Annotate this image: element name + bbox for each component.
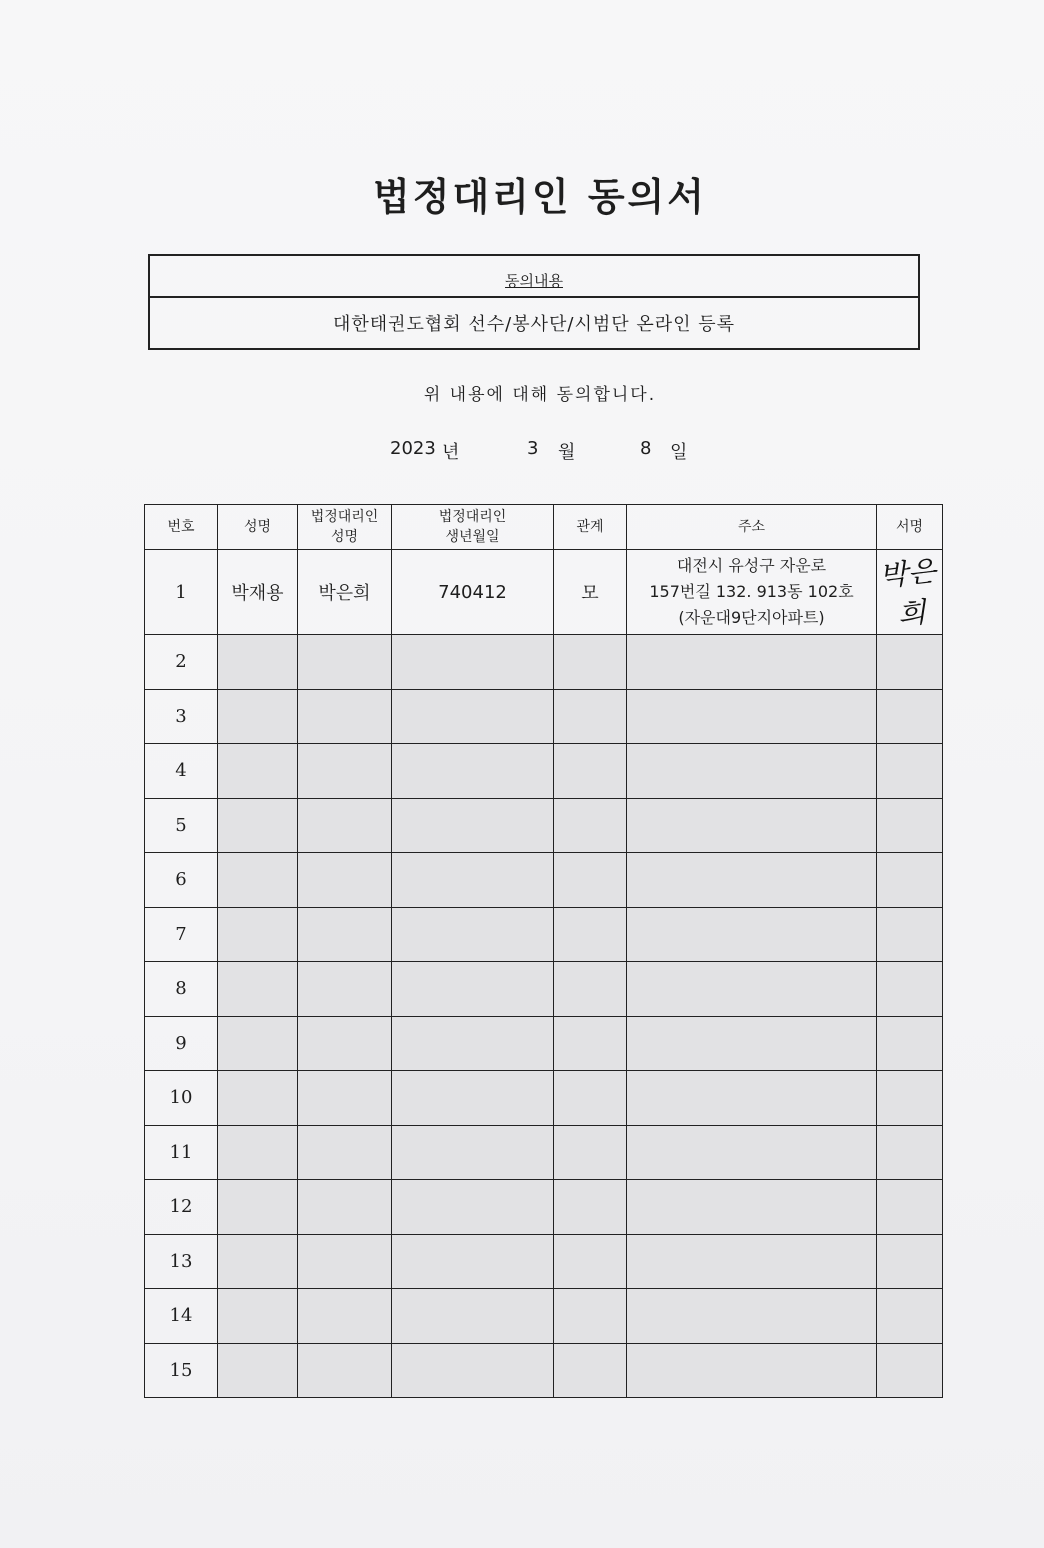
row-number: 5	[145, 798, 218, 853]
row-number: 7	[145, 907, 218, 962]
consent-heading-label: 동의내용	[505, 272, 563, 290]
guardian-birthdate: 740412	[392, 550, 554, 635]
participant-name	[218, 1125, 298, 1180]
table-row	[145, 635, 943, 690]
table-row	[145, 1016, 943, 1071]
signature-cell	[877, 1071, 943, 1126]
guardian-name	[298, 907, 392, 962]
date-year: 2023	[390, 438, 436, 459]
header-guardian-name: 법정대리인 성명	[298, 505, 392, 550]
header-name: 성명	[218, 505, 298, 550]
header-guardian-birth: 법정대리인 생년월일	[392, 505, 554, 550]
guardian-birthdate	[392, 1071, 554, 1126]
address	[627, 550, 877, 635]
guardian-birthdate	[392, 635, 554, 690]
row-number: 3	[145, 689, 218, 744]
signature-cell	[877, 550, 943, 635]
address	[627, 1125, 877, 1180]
table-row	[145, 962, 943, 1017]
participant-name	[218, 1343, 298, 1398]
participant-name: 박재용	[218, 550, 298, 635]
address-line: (자운대9단지아파트)	[678, 608, 825, 627]
signature-cell	[877, 853, 943, 908]
relation	[554, 1180, 627, 1235]
participant-name	[218, 1289, 298, 1344]
address-line: 대전시 유성구 자운로	[676, 556, 827, 575]
guardian-name	[298, 1071, 392, 1126]
guardian-birthdate	[392, 1125, 554, 1180]
guardian-name	[298, 689, 392, 744]
guardian-birthdate	[392, 1289, 554, 1344]
relation	[554, 1234, 627, 1289]
address	[627, 907, 877, 962]
table-row	[145, 798, 943, 853]
row-number: 10	[145, 1071, 218, 1126]
signature-cell	[877, 1016, 943, 1071]
guardian-registration-table	[144, 504, 943, 1398]
table-row	[145, 1125, 943, 1180]
table-header-row	[145, 505, 943, 550]
participant-name	[218, 1180, 298, 1235]
participant-name	[218, 689, 298, 744]
signature-cell	[877, 798, 943, 853]
header-relation: 관계	[554, 505, 627, 550]
guardian-birthdate	[392, 1234, 554, 1289]
table-row	[145, 1343, 943, 1398]
relation	[554, 798, 627, 853]
table-row	[145, 744, 943, 799]
row-number: 6	[145, 853, 218, 908]
participant-name	[218, 1071, 298, 1126]
row-number: 9	[145, 1016, 218, 1071]
signature-cell	[877, 1125, 943, 1180]
handwritten-signature: 박은희	[877, 554, 938, 632]
guardian-name	[298, 1289, 392, 1344]
row-number: 1	[145, 550, 218, 635]
header-address: 주소	[627, 505, 877, 550]
relation	[554, 635, 627, 690]
participant-name	[218, 853, 298, 908]
consent-content-text: 대한태권도협회 선수/봉사단/시범단 온라인 등록	[332, 314, 736, 335]
consent-content-box	[148, 254, 920, 350]
row-number: 4	[145, 744, 218, 799]
relation	[554, 1016, 627, 1071]
row-number: 15	[145, 1343, 218, 1398]
signature-cell	[877, 1234, 943, 1289]
signature-cell	[877, 1289, 943, 1344]
row-number: 8	[145, 962, 218, 1017]
address	[627, 1180, 877, 1235]
consent-heading	[150, 266, 918, 298]
relation	[554, 744, 627, 799]
relation	[554, 689, 627, 744]
address	[627, 962, 877, 1017]
guardian-birthdate	[392, 1016, 554, 1071]
signature-cell	[877, 744, 943, 799]
participant-name	[218, 1234, 298, 1289]
guardian-birthdate	[392, 853, 554, 908]
guardian-name	[298, 798, 392, 853]
table-row	[145, 689, 943, 744]
table-row	[145, 907, 943, 962]
relation	[554, 853, 627, 908]
relation	[554, 962, 627, 1017]
address	[627, 744, 877, 799]
guardian-name	[298, 1180, 392, 1235]
row-number: 11	[145, 1125, 218, 1180]
guardian-name	[298, 1125, 392, 1180]
date-month: 3	[527, 438, 539, 459]
guardian-birthdate	[392, 689, 554, 744]
relation	[554, 1289, 627, 1344]
table-row	[145, 853, 943, 908]
guardian-birthdate	[392, 744, 554, 799]
participant-name	[218, 635, 298, 690]
table-row	[145, 1234, 943, 1289]
guardian-birthdate	[392, 1343, 554, 1398]
address	[627, 1289, 877, 1344]
address	[627, 689, 877, 744]
address	[627, 1343, 877, 1398]
address	[627, 798, 877, 853]
signature-cell	[877, 689, 943, 744]
guardian-name	[298, 1234, 392, 1289]
row-number: 13	[145, 1234, 218, 1289]
table-row	[145, 1180, 943, 1235]
date-day: 8	[640, 438, 652, 459]
address	[627, 1071, 877, 1126]
participant-name	[218, 744, 298, 799]
guardian-birthdate	[392, 907, 554, 962]
row-number: 14	[145, 1289, 218, 1344]
row-number: 2	[145, 635, 218, 690]
signature-cell	[877, 635, 943, 690]
address	[627, 853, 877, 908]
relation	[554, 1071, 627, 1126]
relation	[554, 1125, 627, 1180]
table-row	[145, 1289, 943, 1344]
agreement-statement: 위 내용에 대해 동의합니다.	[423, 385, 657, 405]
date-year-unit: 년	[442, 442, 460, 463]
participant-name	[218, 1016, 298, 1071]
signature-cell	[877, 962, 943, 1017]
guardian-name	[298, 853, 392, 908]
address-line: 157번길 132. 913동 102호	[649, 582, 854, 601]
address	[627, 1234, 877, 1289]
signature-cell	[877, 907, 943, 962]
guardian-name	[298, 962, 392, 1017]
header-number: 번호	[145, 505, 218, 550]
participant-name	[218, 798, 298, 853]
guardian-name	[298, 635, 392, 690]
date-month-unit: 월	[558, 442, 576, 463]
guardian-name: 박은희	[298, 550, 392, 635]
address	[627, 635, 877, 690]
relation: 모	[554, 550, 627, 635]
guardian-birthdate	[392, 962, 554, 1017]
signature-cell	[877, 1343, 943, 1398]
date-day-unit: 일	[670, 442, 688, 463]
header-signature: 서명	[877, 505, 943, 550]
participant-name	[218, 907, 298, 962]
guardian-birthdate	[392, 1180, 554, 1235]
relation	[554, 907, 627, 962]
address	[627, 1016, 877, 1071]
table-row	[145, 550, 943, 635]
table-row	[145, 1071, 943, 1126]
row-number: 12	[145, 1180, 218, 1235]
participant-name	[218, 962, 298, 1017]
guardian-name	[298, 1016, 392, 1071]
document-title: 법정대리인 동의서	[373, 175, 707, 219]
relation	[554, 1343, 627, 1398]
guardian-name	[298, 1343, 392, 1398]
signature-cell	[877, 1180, 943, 1235]
guardian-name	[298, 744, 392, 799]
guardian-birthdate	[392, 798, 554, 853]
